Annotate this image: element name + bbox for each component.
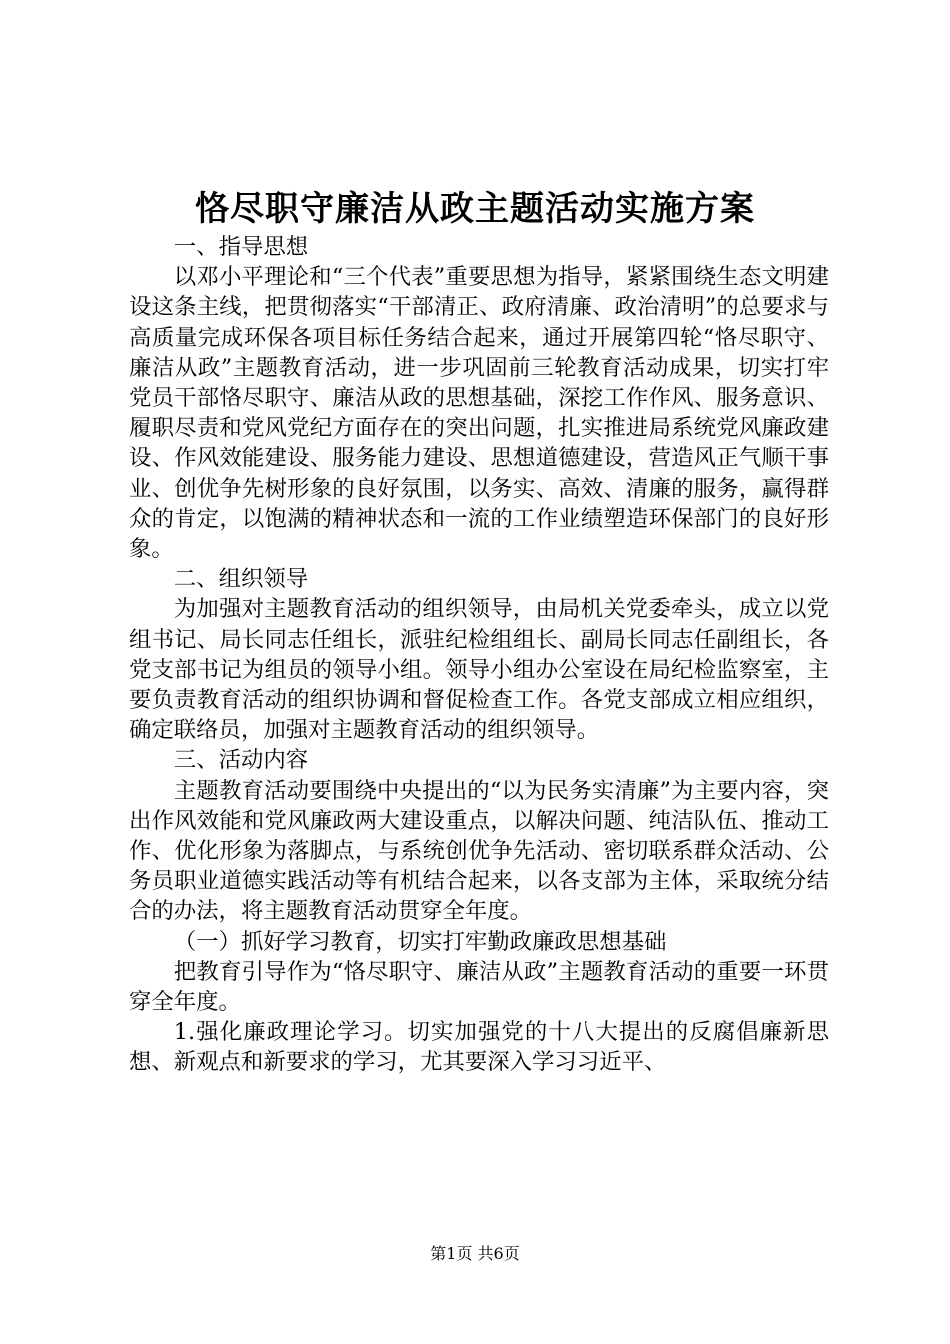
document-body: [129, 232, 829, 1078]
page-number-footer: 第1页 共6页: [430, 1244, 520, 1263]
section-heading: 二、组织领导: [173, 566, 309, 593]
document-title: 恪尽职守廉洁从政主题活动实施方案: [195, 189, 755, 229]
body-paragraph: 为加强对主题教育活动的组织领导，由局机关党委牵头，成立以党组书记、局长同志任组长，派驻纪检组组长、副局长同志任副组长，各党支部书记为组员的领导小组。领导小组办公室设在局纪检监察室，主要负责教育活动的组织协调和督促检查工作。各党支部成立相应组织，确定联络员，加强对主题教育活动的组织领导。: [129, 596, 829, 744]
section-heading: 一、指导思想: [173, 234, 309, 260]
body-paragraph: 1.强化廉政理论学习。切实加强党的十八大提出的反腐倡廉新思想、新观点和新要求的学习，尤其要深入学习习近平、: [129, 1019, 829, 1076]
body-paragraph: 把教育引导作为“恪尽职守、廉洁从政”主题教育活动的重要一环贯穿全年度。: [129, 958, 829, 1016]
subsection-heading: （一）抓好学习教育，切实打牢勤政廉政思想基础: [173, 928, 667, 955]
body-paragraph: 主题教育活动要围绕中央提出的“以为民务实清廉”为主要内容，突出作风效能和党风廉政两大建设重点，以解决问题、纯洁队伍、推动工作、优化形象为落脚点，与系统创优争先活动、密切联系群众活动、公务员职业道德实践活动等有机结合起来，以各支部为主体，采取统分结合的办法，将主题教育活动贯穿全年度。: [129, 777, 829, 925]
section-heading: 三、活动内容: [173, 747, 309, 774]
body-paragraph: 以邓小平理论和“三个代表”重要思想为指导，紧紧围绕生态文明建设这条主线，把贯彻落实“干部清正、政府清廉、政治清明”的总要求与高质量完成环保各项目标任务结合起来，通过开展第四轮“恪尽职守、廉洁从政”主题教育活动，进一步巩固前三轮教育活动成果，切实打牢党员干部恪尽职守、廉洁从政的思想基础，深挖工作作风、服务意识、履职尽责和党风党纪方面存在的突出问题，扎实推进局系统党风廉政建设、作风效能建设、服务能力建设、思想道德建设，营造风正气顺干事业、创优争先树形象的良好氛围，以务实、高效、清廉的服务，赢得群众的肯定，以饱满的精神状态和一流的工作业绩塑造环保部门的良好形象。: [129, 264, 829, 563]
